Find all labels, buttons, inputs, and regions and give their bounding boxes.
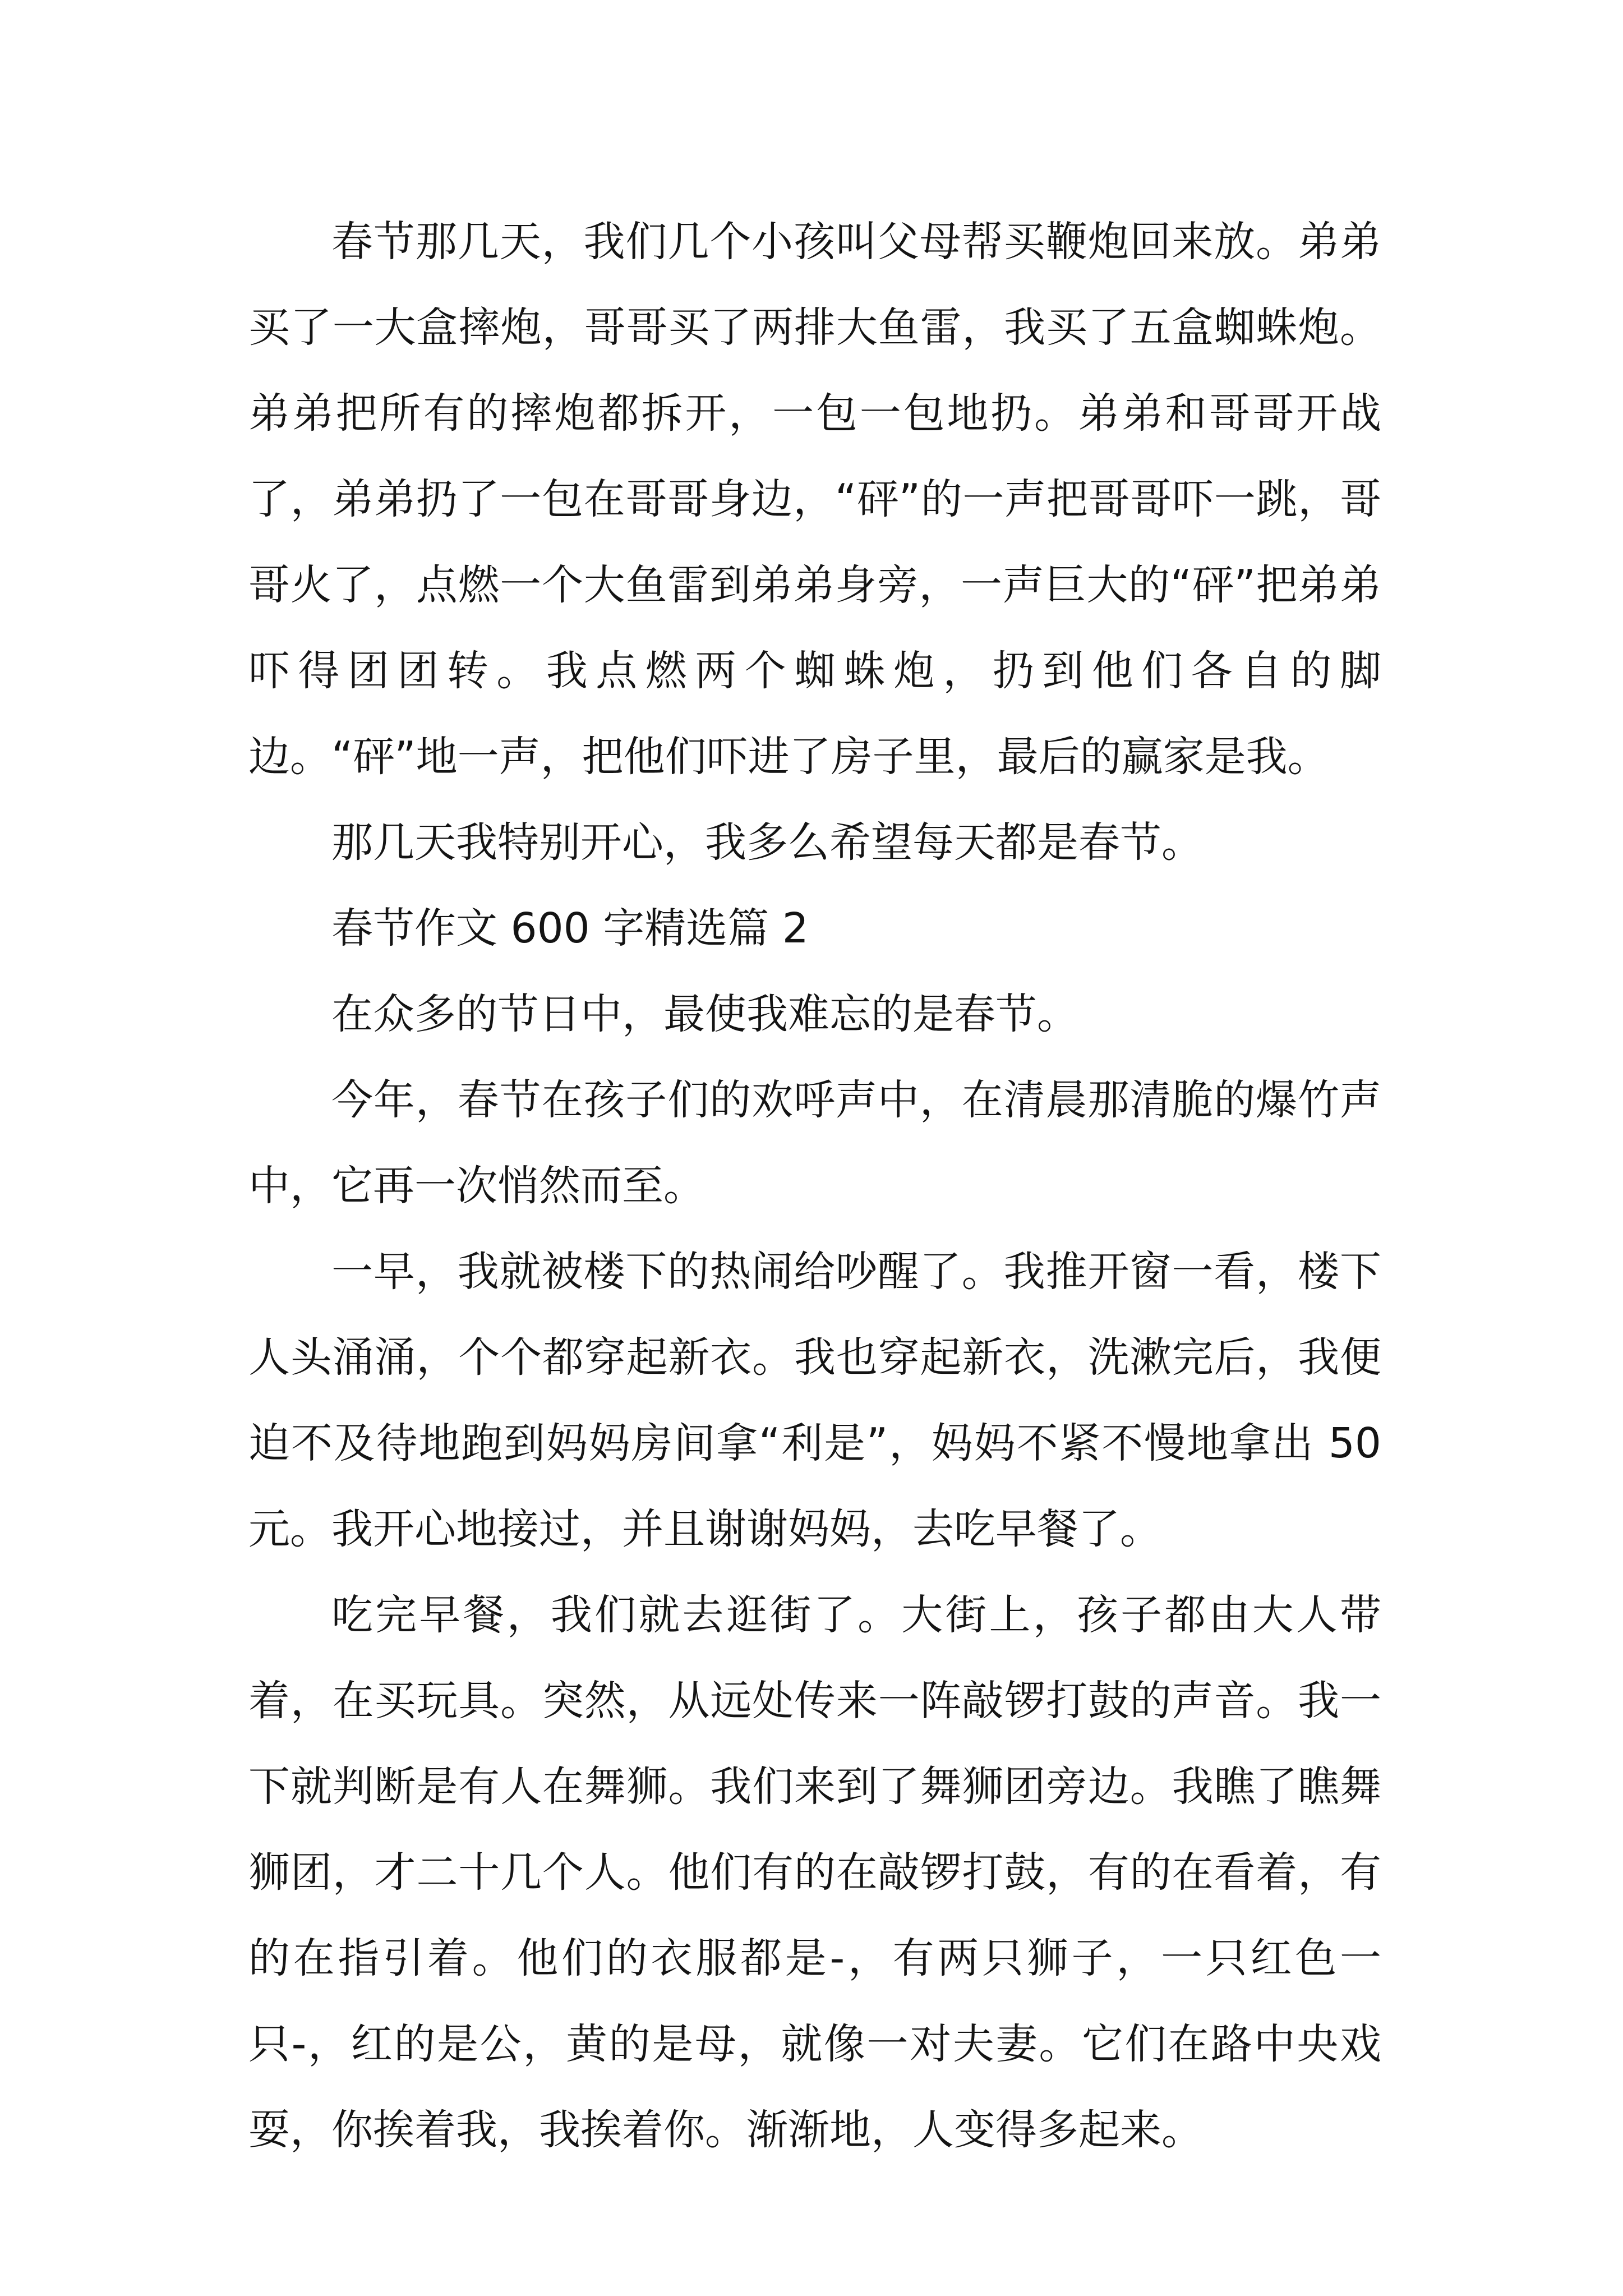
paragraph-unforgettable: 在众多的节日中，最使我难忘的是春节。	[331, 990, 1078, 1038]
paragraph-this-year: 今年，春节在孩子们的欢呼声中，在清晨那清脆的爆竹声中，它再一次悄然而至。	[248, 1076, 1381, 1210]
paragraph-lion-dance: 吃完早餐，我们就去逛街了。大街上，孩子都由大人带着，在买玩具。突然，从远处传来一阵敲锣打鼓的声音。我一下就判断是有人在舞狮。我们来到了舞狮团旁边。我瞧了瞧舞狮团，才二十几个人。他们有的在敲锣打鼓，有的在看着，有的在指引着。他们的衣服都是-，有两只狮子，一只红色一只-，红的是公，黄的是母，就像一对夫妻。它们在路中央戏耍，你挨着我，我挨着你。渐渐地，人变得多起来。	[248, 1591, 1381, 2154]
paragraph-happy-days: 那几天我特别开心，我多么希望每天都是春节。	[331, 818, 1203, 867]
paragraph-morning: 一早，我就被楼下的热闹给吵醒了。我推开窗一看，楼下人头涌涌，个个都穿起新衣。我也穿起新衣，洗漱完后，我便迫不及待地跑到妈妈房间拿“利是”，妈妈不紧不慢地拿出 50 元。我开心地接过，并且谢谢妈妈，去吃早餐了。	[248, 1248, 1381, 1553]
document-body	[248, 199, 1381, 2173]
essay-heading: 春节作文 600 字精选篇 2	[331, 904, 809, 953]
paragraph-firecrackers: 春节那几天，我们几个小孩叫父母帮买鞭炮回来放。弟弟买了一大盒摔炮，哥哥买了两排大鱼雷，我买了五盒蜘蛛炮。弟弟把所有的摔炮都拆开，一包一包地扔。弟弟和哥哥开战了，弟弟扔了一包在哥哥身边，“砰”的一声把哥哥吓一跳，哥哥火了，点燃一个大鱼雷到弟弟身旁，一声巨大的“砰”把弟弟吓得团团转。我点燃两个蜘蛛炮，扔到他们各自的脚边。“砰”地一声，把他们吓进了房子里，最后的赢家是我。	[248, 218, 1381, 781]
